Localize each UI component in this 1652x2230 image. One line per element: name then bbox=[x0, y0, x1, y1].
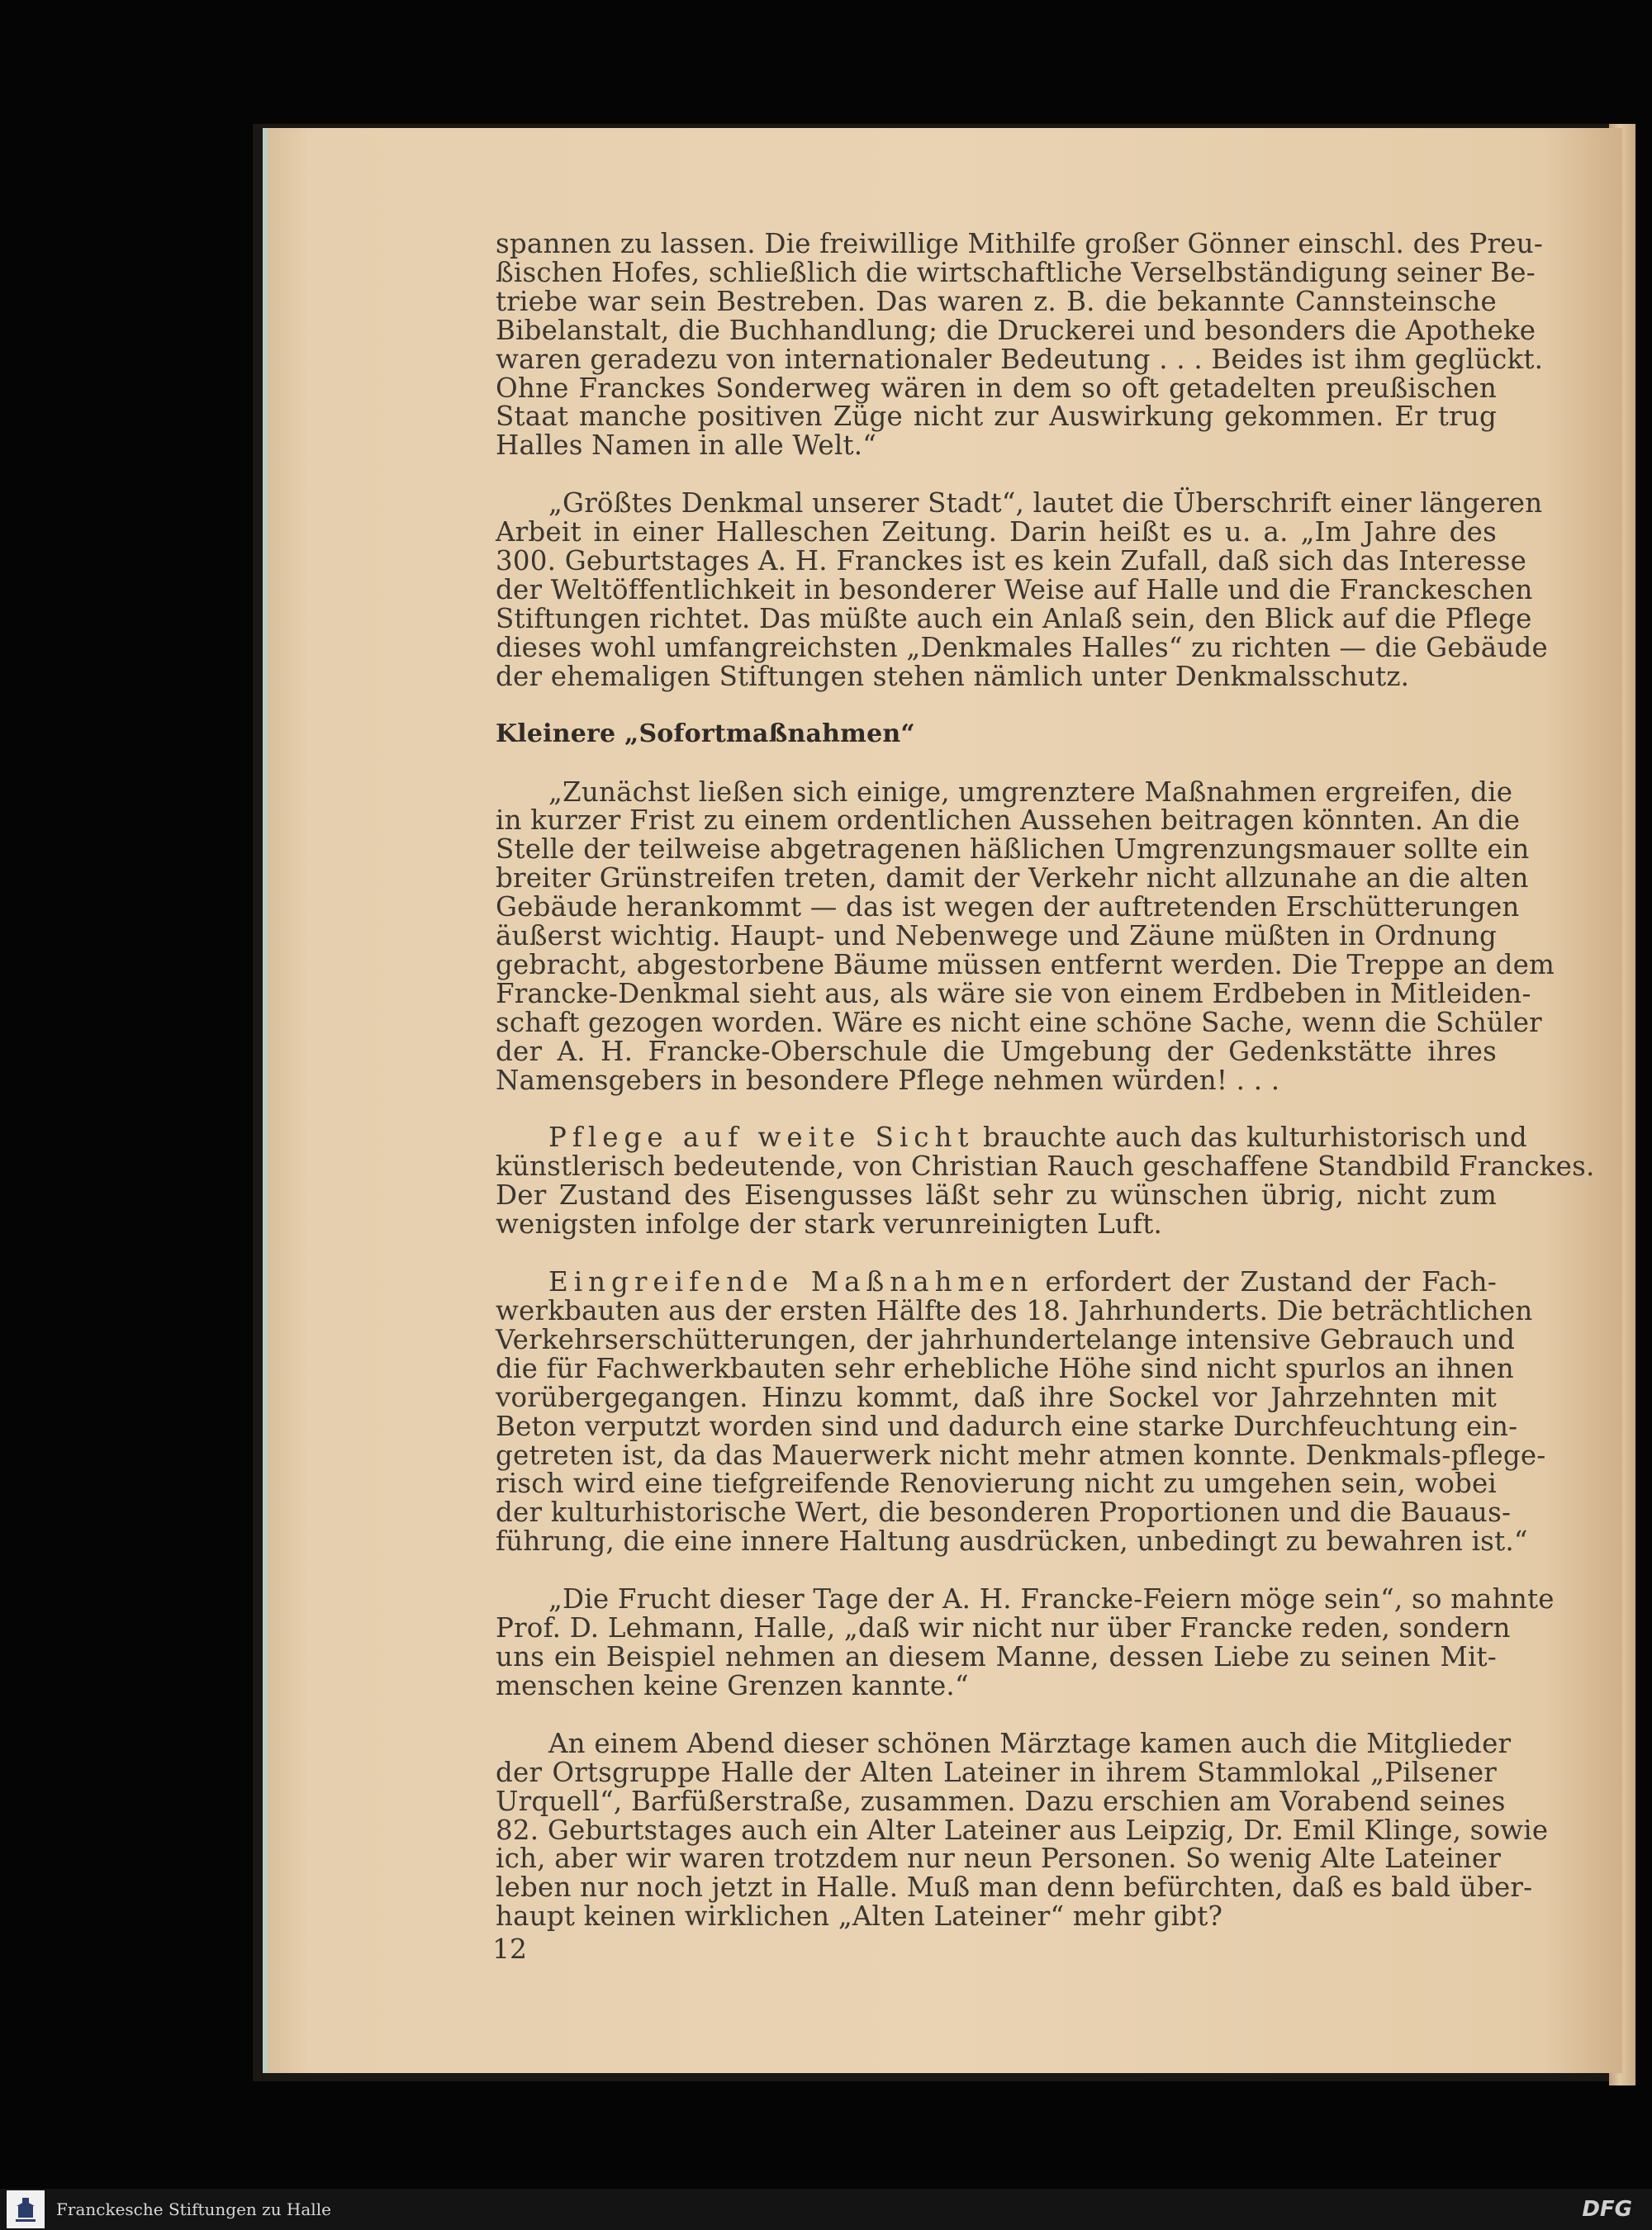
text-line: spannen zu lassen. Die freiwillige Mithilfe großer Gönner einschl. des Preu- bbox=[496, 228, 1544, 259]
paragraph bbox=[496, 487, 1548, 692]
line-text: erfordert der Zustand der Fach- bbox=[1033, 1266, 1497, 1298]
text-line: Stiftungen richtet. Das müßte auch ein Anlaß sein, den Blick auf die Pflege bbox=[496, 602, 1532, 634]
institution-logo bbox=[7, 2190, 45, 2228]
text-line: uns ein Beispiel nehmen an diesem Manne, dessen Liebe zu seinen Mit- bbox=[496, 1640, 1497, 1672]
text-line: ich, aber wir waren trotzdem nur neun Personen. So wenig Alte Lateiner bbox=[496, 1843, 1502, 1875]
text-line: „Zunächst ließen sich einige, umgrenztere Maßnahmen ergreifen, die bbox=[548, 776, 1513, 808]
text-line: Francke-Denkmal sieht aus, als wäre sie von einem Erdbeben in Mitleiden- bbox=[496, 977, 1531, 1009]
text-line: waren geradezu von internationaler Bedeutung . . . Beides ist ihm geglückt. bbox=[496, 343, 1544, 375]
text-line: 82. Geburtstages auch ein Alter Lateiner aus Leipzig, Dr. Emil Klinge, sowie bbox=[496, 1814, 1549, 1846]
text-line bbox=[496, 1268, 1497, 1297]
text-line: 300. Geburtstages A. H. Franckes ist es kein Zufall, daß sich das Interesse bbox=[496, 545, 1527, 577]
paragraph bbox=[496, 776, 1555, 1096]
text-line: der ehemaligen Stiftungen stehen nämlich unter Denkmalsschutz. bbox=[496, 660, 1410, 692]
text-line: Bibelanstalt, die Buchhandlung; die Druckerei und besonders die Apotheke bbox=[496, 314, 1536, 346]
text-line: der Weltöffentlichkeit in besonderer Weise auf Halle und die Franckeschen bbox=[496, 573, 1533, 605]
text-line: Gebäude herankommt — das ist wegen der auftretenden Erschütterungen bbox=[496, 891, 1520, 923]
line-text: brauchte auch das kulturhistorisch und bbox=[974, 1122, 1527, 1154]
text-line: werkbauten aus der ersten Hälfte des 18. Jahrhunderts. Die beträchtlichen bbox=[496, 1295, 1533, 1326]
text-line: Beton verputzt worden sind und dadurch eine starke Durchfeuchtung ein- bbox=[496, 1410, 1518, 1442]
text-line: die für Fachwerkbauten sehr erhebliche Höhe sind nicht spurlos an ihnen bbox=[496, 1352, 1514, 1384]
paragraph bbox=[496, 1122, 1595, 1241]
text-line: Arbeit in einer Halleschen Zeitung. Darin heißt es u. a. „Im Jahre des bbox=[496, 516, 1497, 548]
text-line: Verkehrserschütterungen, der jahrhundertelange intensive Gebrauch und bbox=[496, 1323, 1516, 1355]
text-line: Urquell“, Barfüßerstraße, zusammen. Dazu erschien am Vorabend seines bbox=[496, 1785, 1506, 1817]
text-line: Halles Namen in alle Welt.“ bbox=[496, 429, 877, 462]
paragraph bbox=[496, 1583, 1555, 1701]
text-line: getreten ist, da das Mauerwerk nicht mehr atmen konnte. Denkmals-pflege- bbox=[496, 1439, 1546, 1471]
institution-name: Franckesche Stiftungen zu Halle bbox=[56, 2199, 331, 2219]
text-line: der kulturhistorische Wert, die besonderen Proportionen und die Bauaus- bbox=[496, 1497, 1512, 1529]
text-line: Stelle der teilweise abgetragenen häßlichen Umgrenzungsmauer sollte ein bbox=[496, 833, 1530, 866]
text-line: der Ortsgruppe Halle der Alten Lateiner in ihrem Stammlokal „Pilsener bbox=[496, 1756, 1497, 1788]
text-line: äußerst wichtig. Haupt- und Nebenwege und Zäune müßten in Ordnung bbox=[496, 920, 1497, 952]
section-heading: Kleinere „Sofortmaßnahmen“ bbox=[496, 719, 915, 748]
spaced-emphasis: Eingreifende Maßnahmen bbox=[548, 1266, 1034, 1298]
text-line: „Größtes Denkmal unserer Stadt“, lautet die Überschrift einer längeren bbox=[548, 487, 1543, 520]
text-line: haupt keinen wirklichen „Alten Lateiner“ mehr gibt? bbox=[496, 1900, 1223, 1933]
paragraph bbox=[496, 1727, 1549, 1933]
page-number: 12 bbox=[492, 1933, 527, 1965]
institution-logo-icon bbox=[13, 2194, 38, 2224]
viewer-footer bbox=[0, 2189, 1652, 2230]
text-line: Der Zustand des Eisengusses läßt sehr zu wünschen übrig, nicht zum bbox=[496, 1179, 1497, 1212]
text-line: Staat manche positiven Züge nicht zur Auswirkung gekommen. Er trug bbox=[496, 401, 1497, 433]
text-line: führung, die eine innere Haltung ausdrücken, unbedingt zu bewahren ist.“ bbox=[496, 1525, 1528, 1558]
text-line: breiter Grünstreifen treten, damit der Verkehr nicht allzunahe an die alten bbox=[496, 862, 1529, 894]
text-line bbox=[496, 1122, 1527, 1154]
paragraph-gap bbox=[496, 1701, 1497, 1729]
text-line: „Die Frucht dieser Tage der A. H. Francke-Feiern möge sein“, so mahnte bbox=[548, 1583, 1555, 1616]
paragraph-gap bbox=[496, 1556, 1497, 1585]
text-line: An einem Abend dieser schönen Märztage kamen auch die Mitglieder bbox=[548, 1727, 1512, 1759]
page-text bbox=[496, 228, 1595, 1933]
text-line: dieses wohl umfangreichsten „Denkmales Halles“ zu richten — die Gebäude bbox=[496, 631, 1548, 663]
text-line: schaft gezogen worden. Wäre es nicht eine schöne Sache, wenn die Schüler bbox=[496, 1006, 1542, 1038]
paragraph-gap bbox=[496, 460, 1497, 489]
paragraph bbox=[496, 1266, 1546, 1558]
text-line: ßischen Hofes, schließlich die wirtschaftliche Verselbständigung seiner Be- bbox=[496, 256, 1536, 288]
paragraph-gap bbox=[496, 1239, 1497, 1268]
text-line: Prof. D. Lehmann, Halle, „daß wir nicht nur über Francke reden, sondern bbox=[496, 1612, 1511, 1644]
text-line: in kurzer Frist zu einem ordentlichen Aussehen beitragen könnten. An die bbox=[496, 804, 1521, 837]
text-line: triebe war sein Bestreben. Das waren z. B. die bekannte Cannsteinsche bbox=[496, 285, 1497, 317]
text-line: Ohne Franckes Sonderweg wären in dem so oft getadelten preußischen bbox=[496, 372, 1497, 404]
text-line: wenigsten infolge der stark verunreinigten Luft. bbox=[496, 1208, 1163, 1241]
text-line: gebracht, abgestorbene Bäume müssen entfernt werden. Die Treppe an dem bbox=[496, 948, 1555, 980]
text-line: vorübergegangen. Hinzu kommt, daß ihre Sockel vor Jahrzehnten mit bbox=[496, 1381, 1497, 1413]
spaced-emphasis: Pflege auf weite Sicht bbox=[548, 1122, 975, 1154]
text-line: der A. H. Francke-Oberschule die Umgebung der Gedenkstätte ihres bbox=[496, 1035, 1497, 1067]
paragraph-gap bbox=[496, 691, 1497, 720]
text-line: risch wird eine tiefgreifende Renovierung nicht zu umgehen sein, wobei bbox=[496, 1468, 1497, 1500]
text-line: menschen keine Grenzen kannte.“ bbox=[496, 1669, 969, 1701]
text-line: Namensgebers in besondere Pflege nehmen würden! . . . bbox=[496, 1064, 1280, 1096]
text-line: künstlerisch bedeutende, von Christian Rauch geschaffene Standbild Franckes. bbox=[496, 1151, 1595, 1183]
dfg-logo: DFG bbox=[1582, 2197, 1632, 2222]
text-line: leben nur noch jetzt in Halle. Muß man denn befürchten, daß es bald über- bbox=[496, 1872, 1533, 1904]
paragraph bbox=[496, 228, 1544, 462]
paragraph-gap bbox=[496, 749, 1497, 778]
paragraph-gap bbox=[496, 1094, 1497, 1123]
